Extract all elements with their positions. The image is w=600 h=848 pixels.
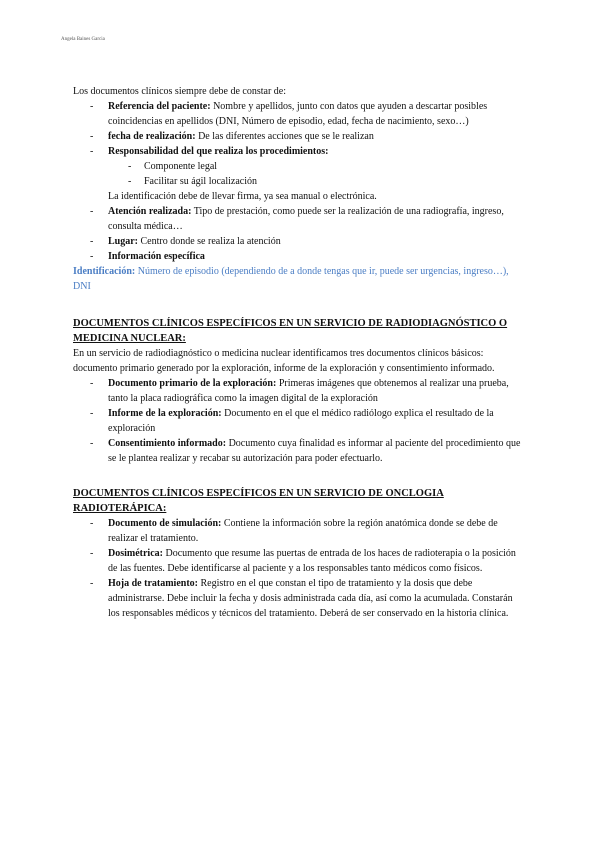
list-item (73, 204, 523, 234)
identification-term: Identificación: (73, 266, 136, 277)
author-header: Angela Baines Garcia (61, 37, 105, 42)
list-item (73, 129, 523, 144)
list-item (73, 99, 523, 129)
list-item (73, 546, 523, 576)
list-item (73, 144, 523, 189)
general-requirements-list (73, 99, 523, 189)
list-item (73, 516, 523, 546)
item-term: Dosimétrica: (108, 548, 163, 559)
section-title-radiodiagnostico: DOCUMENTOS CLÍNICOS ESPECÍFICOS EN UN SERVICIO DE RADIODIAGNÓSTICO O MEDICINA NUCLEAR: (73, 318, 508, 344)
radiodiagnostico-list (73, 376, 523, 466)
sublist-item: - Facilitar su ágil localización (108, 174, 523, 189)
list-item (73, 234, 523, 249)
item-term: Documento primario de la exploración: (108, 378, 277, 389)
item-text: Centro donde se realiza la atención (138, 236, 281, 247)
item-term: Información específica (108, 251, 205, 262)
item-text: Documento que resume las puertas de entrada de los haces de radioterapia o la posición de las fuentes. Debe identificarse al paciente y a los responsables tanto médicos como físicos. (108, 548, 516, 574)
item-text: Registro en el que constan el tipo de tratamiento y la dosis que debe administrarse. Debe incluir la fecha y dosis administrada cada día, así como la acumulada. Constarán los responsables médicos y técnicos del tratamiento. Deberá de ser conservado en la historia clínica. (108, 578, 513, 619)
item-text: Nombre y apellidos, junto con datos que ayuden a descartar posibles coincidencias en apellidos (DNI, Número de episodio, edad, fecha de nacimiento, sexo…) (108, 101, 488, 127)
section-title-oncologia: DOCUMENTOS CLÍNICOS ESPECÍFICOS EN UN SERVICIO DE ONCLOGIA RADIOTERÁPICA: (73, 488, 444, 514)
item-text: Primeras imágenes que obtenemos al realizar una prueba, tanto la placa radiográfica como la imagen digital de la exploración (108, 378, 509, 404)
signature-note: La identificación debe de llevar firma, ya sea manual o electrónica. (108, 191, 377, 202)
document-body (73, 84, 523, 621)
item-text: Contiene la información sobre la región anatómica donde se debe de realizar el tratamiento. (108, 518, 498, 544)
item-text: De las diferentes acciones que se le realizan (195, 131, 374, 142)
item-text: Tipo de prestación, como puede ser la realización de una radiografía, ingreso, consulta médica… (108, 206, 504, 232)
list-item (73, 249, 523, 264)
item-term: Consentimiento informado: (108, 438, 227, 449)
item-term: Documento de simulación: (108, 518, 222, 529)
list-item (73, 376, 523, 406)
list-item (73, 436, 523, 466)
item-term: Responsabilidad del que realiza los procedimientos: (108, 146, 329, 157)
item-term: Lugar: (108, 236, 138, 247)
list-item (73, 406, 523, 436)
item-term: Informe de la exploración: (108, 408, 222, 419)
general-requirements-list-cont (73, 204, 523, 264)
sublist-item: - Componente legal (108, 159, 523, 174)
item-term: Referencia del paciente: (108, 101, 211, 112)
item-text: Documento en el que el médico radiólogo explica el resultado de la exploración (108, 408, 494, 434)
oncologia-list (73, 516, 523, 621)
item-text: Documento cuya finalidad es informar al paciente del procedimiento que se le plantea realizar y recabar su autorización para poder efectuarlo. (108, 438, 521, 464)
item-term: Atención realizada: (108, 206, 192, 217)
item-term: fecha de realización: (108, 131, 196, 142)
item-term: Hoja de tratamiento: (108, 578, 198, 589)
section-paragraph: En un servicio de radiodiagnóstico o medicina nuclear identificamos tres documentos clínicos básicos: documento primario generado por la exploración, informe de la exploración y consentimiento informado. (73, 348, 495, 374)
sublist (108, 159, 523, 189)
intro-text: Los documentos clínicos siempre debe de constar de: (73, 86, 286, 97)
list-item (73, 576, 523, 621)
identification-text: Número de episodio (dependiendo de a donde tengas que ir, puede ser urgencias, ingreso…), DNI (73, 266, 509, 292)
identification-note (73, 264, 523, 294)
